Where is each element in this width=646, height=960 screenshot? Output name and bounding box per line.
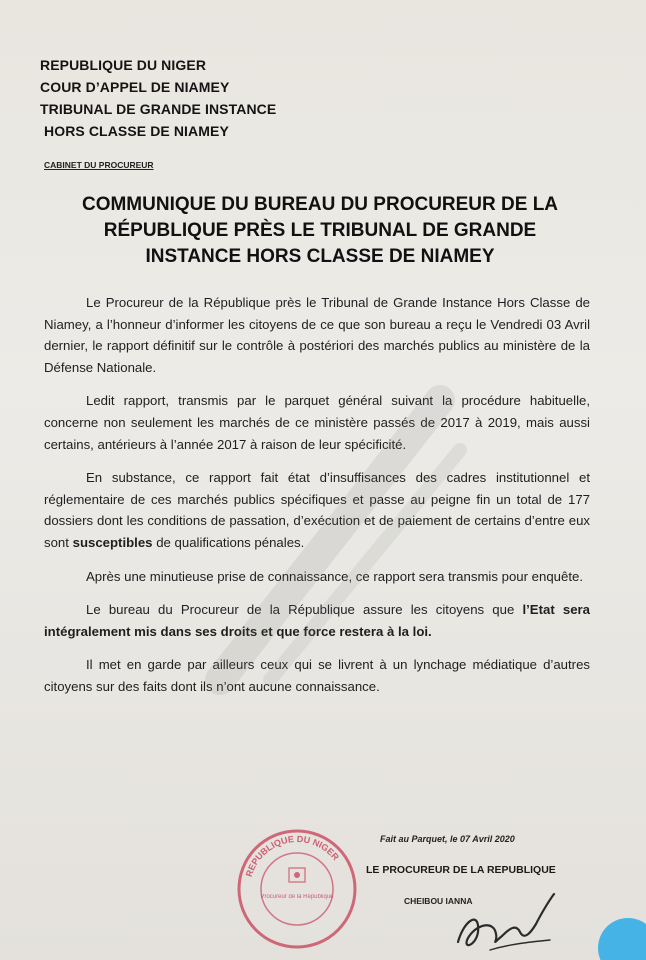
signer-title: LE PROCUREUR DE LA REPUBLIQUE [366, 864, 556, 876]
corner-badge [598, 918, 646, 960]
document-body [44, 292, 590, 710]
signer-name: CHEIBOU IANNA [404, 896, 473, 906]
letterhead-court: COUR D’APPEL DE NIAMEY [40, 79, 230, 95]
title-line-3: INSTANCE HORS CLASSE DE NIAMEY [145, 246, 495, 267]
paragraph-3 [44, 467, 590, 553]
place-date: Fait au Parquet, le 07 Avril 2020 [380, 834, 515, 844]
letterhead-country: REPUBLIQUE DU NIGER [40, 57, 207, 73]
title-line-2: RÉPUBLIQUE PRÈS LE TRIBUNAL DE GRANDE [103, 220, 537, 241]
paragraph-1: Le Procureur de la République près le Tribunal de Grande Instance Hors Classe de Niamey, a l’honneur d’informer les citoyens de ce que son bureau a reçu le Vendredi 03 Avril dernier, le rapport définitif sur le contrôle à postériori des marchés publics au ministère de la Défense Nationale. [44, 295, 590, 375]
title-line-1: COMMUNIQUE DU BUREAU DU PROCUREUR DE LA [81, 194, 559, 215]
letterhead [40, 54, 276, 142]
cabinet-label: CABINET DU PROCUREUR [44, 160, 154, 170]
svg-text:Procureur de la République: Procureur de la République [260, 894, 334, 900]
svg-text:REPUBLIQUE DU NIGER: REPUBLIQUE DU NIGER [243, 833, 341, 878]
letterhead-class: HORS CLASSE DE NIAMEY [44, 123, 229, 139]
handwritten-signature [450, 880, 570, 960]
paragraph-2: Ledit rapport, transmis par le parquet général suivant la procédure habituelle, concerne non seulement les marchés de ce ministère passés de 2017 à 2019, mais aussi certains, antérieurs à l’année 2017 à raison de leur spécificité. [44, 393, 590, 452]
letterhead-tribunal: TRIBUNAL DE GRANDE INSTANCE [40, 101, 277, 117]
official-stamp [232, 824, 362, 954]
paragraph-6: Il met en garde par ailleurs ceux qui se livrent à un lynchage médiatique d’autres citoyens sur des faits dont ils n’ont aucune connaissance. [44, 657, 590, 694]
paragraph-5 [44, 599, 590, 642]
paragraph-3-bold: susceptibles [72, 534, 153, 550]
document-title [40, 192, 600, 270]
paragraph-4: Après une minutieuse prise de connaissance, ce rapport sera transmis pour enquête. [86, 568, 584, 584]
paragraph-3-text: En substance, ce rapport fait état d’insuffisances des cadres institutionnel et réglementaire de ces marchés publics spécifiques et passe au peigne fin un total de 177 dossiers dont les conditions de passation, d’exécution et de paiement de certains d’entre eux sont [44, 470, 590, 550]
paragraph-5-bold: l’Etat sera intégralement mis dans ses droits et que force restera à la loi. [44, 602, 590, 639]
paragraph-5-text: Le bureau du Procureur de la République assure les citoyens que [86, 602, 515, 618]
paragraph-3-end: de qualifications pénales. [156, 534, 305, 550]
